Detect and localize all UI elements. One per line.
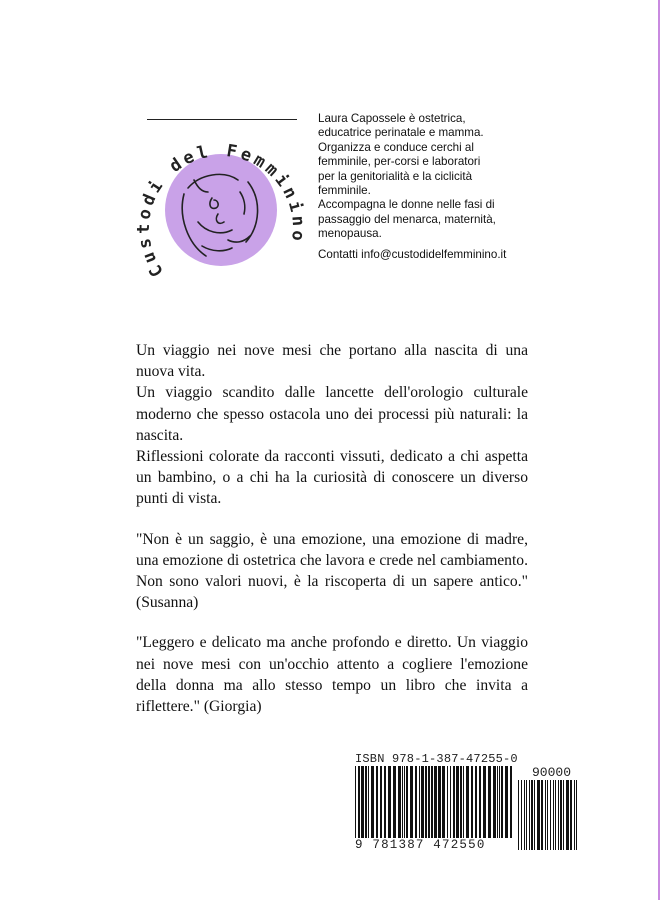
isbn-digits: 9 781387 472550 [355, 838, 486, 852]
barcode-bar [450, 766, 451, 838]
bio-line: menopausa. [318, 227, 382, 241]
barcode-bar [365, 766, 367, 838]
back-cover-blurb [136, 340, 528, 717]
barcode-bar [541, 780, 543, 850]
barcode-bar [415, 766, 417, 838]
barcode-bar [421, 766, 424, 838]
custodi-del-femminino-logo [128, 122, 308, 292]
barcode-bar [488, 766, 491, 838]
barcode-bar [510, 766, 512, 838]
barcode-bar [438, 766, 441, 838]
barcode-bar [555, 780, 556, 850]
barcode-bar [402, 766, 403, 838]
barcode-bar [534, 780, 535, 850]
barcode-bar [505, 766, 508, 838]
barcode-bar [419, 766, 420, 838]
author-bio [318, 112, 568, 242]
isbn-label: ISBN 978-1-387-47255-0 [355, 752, 518, 766]
barcode-bar [406, 766, 408, 838]
barcode-bar [483, 766, 486, 838]
bio-line: Laura Capossele è ostetrica, [318, 112, 466, 125]
barcode-bar [388, 766, 391, 838]
bio-line: Organizza e conduce cerchi al [318, 140, 474, 154]
barcode-bar [425, 766, 427, 838]
barcode-bar [453, 766, 455, 838]
barcode-bar [398, 766, 401, 838]
barcode-bar [547, 780, 548, 850]
logo-top-rule [147, 119, 297, 120]
barcode-bar [371, 766, 374, 838]
bio-line: Accompagna le donne nelle fasi di [318, 198, 495, 212]
barcode-bar [384, 766, 386, 838]
bio-line: passaggio del menarca, maternità, [318, 212, 496, 226]
barcode-bar [479, 766, 481, 838]
barcode-bar [566, 780, 569, 850]
barcode-bar [521, 780, 522, 850]
barcode-bar [493, 766, 496, 838]
bio-line: femminile, per-corsi e laboratori [318, 155, 481, 169]
barcode-bar [574, 780, 575, 850]
barcode-bar [499, 766, 500, 838]
barcode-bar [537, 780, 540, 850]
barcode-bar [404, 766, 405, 838]
barcode-bar [560, 780, 562, 850]
blurb-paragraph-1: Un viaggio nei nove mesi che portano alla nascita di una nuova vita. [136, 342, 528, 381]
barcode-bar [456, 766, 459, 838]
blurb-paragraph-3: Riflessioni colorate da racconti vissuti, dedicato a chi aspetta un bambino, o a chi ha la curiosità di conoscere un diverso punti di vista. [136, 448, 528, 508]
barcode-bar [553, 780, 554, 850]
bio-line: femminile. [318, 184, 371, 198]
review-quote-giorgia: "Leggero e delicato ma anche profondo e diretto. Un viaggio nei nove mesi con un'occhio attento a cogliere l'emozione della donna ma allo stesso tempo un libro che invita a riflettere." (Giorgia) [136, 634, 528, 716]
barcode-bar [463, 766, 464, 838]
contact-info: Contatti info@custodidelfemminino.it [318, 248, 507, 261]
barcode-bar [531, 780, 533, 850]
barcode-bar [475, 766, 477, 838]
barcode-bar [431, 766, 433, 838]
logo-ring-text: Custodi del Femminino [133, 140, 308, 281]
barcode-bar [368, 766, 369, 838]
barcode-bar [466, 766, 469, 838]
barcode-bar [524, 780, 525, 850]
barcode-bar [545, 780, 546, 850]
barcode-bar [563, 780, 564, 850]
review-quote-susanna: "Non è un saggio, è una emozione, una emozione di madre, una emozione di ostetrica che lavora e crede nel cambiamento. Non sono valori nuovi, è la riscoperta di un sapere antico." (Susanna) [136, 530, 528, 612]
barcode-bar [526, 780, 527, 850]
bio-line: per la genitorialità e la ciclicità [318, 169, 473, 183]
barcode-bar [428, 766, 430, 838]
barcode-bar [550, 780, 551, 850]
bio-line: educatrice perinatale e mamma. [318, 126, 484, 140]
barcode-bar [576, 780, 577, 850]
price-barcode [518, 780, 580, 850]
blurb-paragraph-2: Un viaggio scandito dalle lancette dell'orologio culturale moderno che spesso ostacola uno dei processi più naturali: la nascita. [136, 384, 528, 444]
barcode-bar [393, 766, 396, 838]
barcode-bar [501, 766, 503, 838]
barcode-bar [558, 780, 559, 850]
barcode-bar [471, 766, 473, 838]
barcode-bar [497, 766, 498, 838]
barcode-bar [570, 780, 572, 850]
price-code: 90000 [532, 765, 572, 780]
barcode-bar [518, 780, 519, 850]
barcode-bar [529, 780, 530, 850]
barcode-bar [460, 766, 462, 838]
barcode-bar [380, 766, 382, 838]
barcode-bar [410, 766, 413, 838]
barcode-bar [361, 766, 364, 838]
barcode-bar [376, 766, 378, 838]
barcode-bar [434, 766, 437, 838]
